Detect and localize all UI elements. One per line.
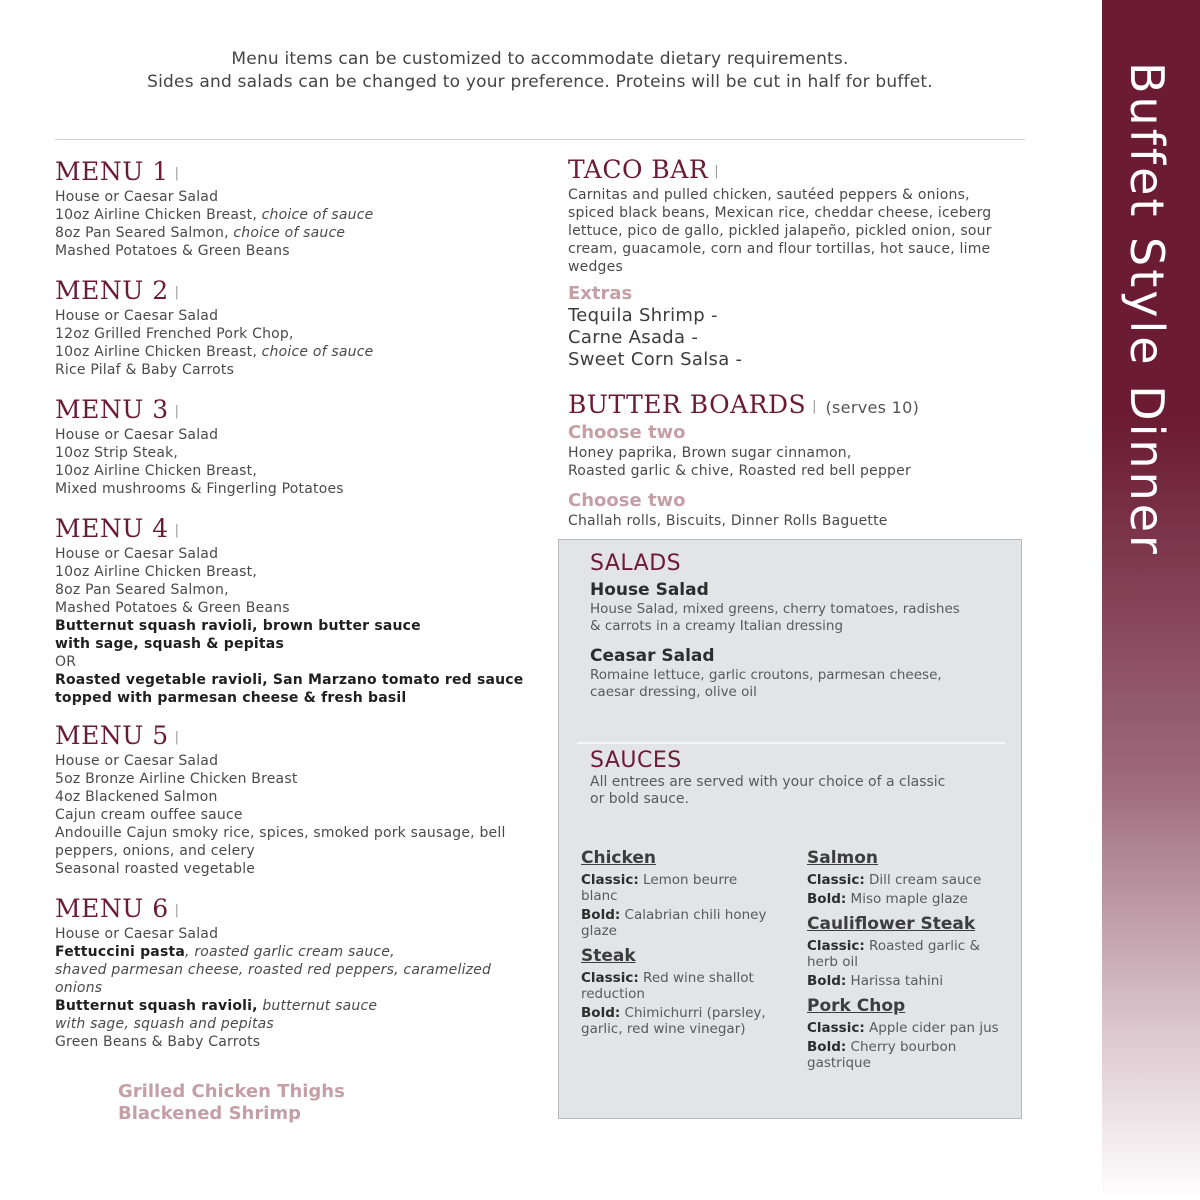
sauces-left-column <box>581 847 786 1037</box>
sauces-section <box>590 748 1000 808</box>
sauce-classic: Classic: Red wine shallot reduction <box>581 970 754 1002</box>
serves-note: (serves 10) <box>825 398 920 417</box>
menu-item: 12oz Grilled Frenched Pork Chop, <box>55 325 294 342</box>
sauce-classic: Classic: Lemon beurre blanc <box>581 872 738 904</box>
sauces-note: or bold sauce. <box>590 791 689 807</box>
salad-desc: Romaine lettuce, garlic croutons, parmesan cheese, <box>590 667 942 683</box>
page-title: Buffet Style Dinner <box>1120 62 1174 557</box>
menu-item: Mashed Potatoes & Green Beans <box>55 599 290 616</box>
menu-item: shaved parmesan cheese, roasted red peppers, caramelized <box>55 961 492 978</box>
menu-2-title: MENU 2 | <box>55 276 180 305</box>
menu-item: Butternut squash ravioli, butternut sauce <box>55 997 378 1014</box>
extras-label: Extras <box>568 282 633 304</box>
sauce-heading-steak: Steak <box>581 946 636 966</box>
menu-item: Roasted vegetable ravioli, San Marzano tomato red sauce <box>55 671 524 688</box>
extra-item: Sweet Corn Salsa - <box>568 348 743 370</box>
taco-line: cream, guacamole, corn and flour tortillas, hot sauce, lime <box>568 240 991 257</box>
menu-4-title: MENU 4 | <box>55 514 180 543</box>
menu-item: House or Caesar Salad <box>55 752 219 769</box>
menu-item: House or Caesar Salad <box>55 307 219 324</box>
add-on-item: Blackened Shrimp <box>118 1103 302 1124</box>
taco-line: spiced black beans, Mexican rice, cheddar cheese, iceberg <box>568 204 992 221</box>
add-on-item: Grilled Chicken Thighs <box>118 1081 345 1102</box>
menu-item: with sage, squash and pepitas <box>55 1015 274 1032</box>
menu-item: House or Caesar Salad <box>55 188 219 205</box>
butter-option: Honey paprika, Brown sugar cinnamon, <box>568 445 852 461</box>
menu-item: 10oz Airline Chicken Breast, choice of sauce <box>55 343 374 360</box>
extra-item: Carne Asada - <box>568 326 699 348</box>
menu-item: House or Caesar Salad <box>55 426 219 443</box>
choose-label: Choose two <box>568 422 686 443</box>
menu-1 <box>55 158 525 260</box>
sauce-classic: Classic: Apple cider pan jus <box>807 1020 999 1036</box>
taco-line: wedges <box>568 258 623 275</box>
menu-5 <box>55 722 525 878</box>
intro-note <box>70 48 1010 94</box>
menu-item: 8oz Pan Seared Salmon, <box>55 581 229 598</box>
menu-item: Fettuccini pasta, roasted garlic cream sauce, <box>55 943 395 960</box>
menu-3-title: MENU 3 | <box>55 395 180 424</box>
menu-item: Seasonal roasted vegetable <box>55 860 256 877</box>
sauce-classic: Classic: Roasted garlic & herb oil <box>807 938 980 970</box>
menu-item: 8oz Pan Seared Salmon, choice of sauce <box>55 224 346 241</box>
menu-item: House or Caesar Salad <box>55 545 219 562</box>
choose-label: Choose two <box>568 490 686 511</box>
menu-item: topped with parmesan cheese & fresh basil <box>55 689 407 706</box>
menu-item: Mixed mushrooms & Fingerling Potatoes <box>55 480 344 497</box>
sauce-bold: Bold: Cherry bourbon gastrique <box>807 1039 957 1071</box>
menu-item: with sage, squash & pepitas <box>55 635 284 652</box>
taco-line: lettuce, pico de gallo, pickled jalapeño, pickled onion, sour <box>568 222 992 239</box>
butter-boards <box>568 391 1008 530</box>
extra-item: Tequila Shrimp - <box>568 304 718 326</box>
salads-sauces-panel <box>558 539 1022 1119</box>
salads-title: SALADS <box>590 551 682 576</box>
menu-item: 5oz Bronze Airline Chicken Breast <box>55 770 298 787</box>
bread-option: Challah rolls, Biscuits, Dinner Rolls Baguette <box>568 513 888 529</box>
menu-item: House or Caesar Salad <box>55 925 219 942</box>
menu-item: 10oz Airline Chicken Breast, <box>55 462 257 479</box>
menu-item: Butternut squash ravioli, brown butter sauce <box>55 617 421 634</box>
menu-2 <box>55 277 525 379</box>
menu-3 <box>55 396 525 498</box>
salad-desc: House Salad, mixed greens, cherry tomatoes, radishes <box>590 601 960 617</box>
menu-item: Mashed Potatoes & Green Beans <box>55 242 290 259</box>
menu-item: Rice Pilaf & Baby Carrots <box>55 361 235 378</box>
sauce-heading-pork: Pork Chop <box>807 996 906 1016</box>
menu-item: 4oz Blackened Salmon <box>55 788 218 805</box>
sauce-bold: Bold: Chimichurri (parsley, garlic, red wine vinegar) <box>581 1005 766 1037</box>
sauces-note: All entrees are served with your choice of a classic <box>590 774 946 790</box>
taco-bar-title: TACO BAR | <box>568 155 720 184</box>
sauce-bold: Bold: Calabrian chili honey glaze <box>581 907 767 939</box>
menu-item: Green Beans & Baby Carrots <box>55 1033 261 1050</box>
taco-bar <box>568 156 1008 371</box>
sauce-classic: Classic: Dill cream sauce <box>807 872 982 888</box>
menu-item: 10oz Strip Steak, <box>55 444 179 461</box>
intro-line-1: Menu items can be customized to accommodate dietary requirements. <box>231 49 849 69</box>
panel-divider <box>577 742 1005 744</box>
sauce-bold: Bold: Harissa tahini <box>807 973 944 989</box>
menu-5-title: MENU 5 | <box>55 721 180 750</box>
menu-item: peppers, onions, and celery <box>55 842 255 859</box>
menu-item: 10oz Airline Chicken Breast, choice of sauce <box>55 206 374 223</box>
add-ons <box>118 1081 345 1125</box>
menu-item: Cajun cream ouffee sauce <box>55 806 243 823</box>
menu-4 <box>55 515 525 707</box>
sauce-heading-chicken: Chicken <box>581 848 656 868</box>
salads-section <box>590 551 1000 701</box>
caesar-salad-heading: Ceasar Salad <box>590 646 715 666</box>
menu-item: Andouille Cajun smoky rice, spices, smoked pork sausage, bell <box>55 824 506 841</box>
salad-desc: & carrots in a creamy Italian dressing <box>590 618 844 634</box>
sauce-heading-cauliflower: Cauliflower Steak <box>807 914 976 934</box>
taco-line: Carnitas and pulled chicken, sautéed peppers & onions, <box>568 186 970 203</box>
menu-6 <box>55 895 525 1051</box>
menu-1-title: MENU 1 | <box>55 157 180 186</box>
sauce-bold: Bold: Miso maple glaze <box>807 891 968 907</box>
menu-6-title: MENU 6 | <box>55 894 180 923</box>
house-salad-heading: House Salad <box>590 580 709 600</box>
menu-item: 10oz Airline Chicken Breast, <box>55 563 257 580</box>
intro-line-2: Sides and salads can be changed to your preference. Proteins will be cut in half for buffet. <box>147 72 933 92</box>
sauces-title: SAUCES <box>590 748 682 773</box>
sauce-heading-salmon: Salmon <box>807 848 879 868</box>
menu-item: OR <box>55 653 77 670</box>
butter-boards-title: BUTTER BOARDS | (serves 10) <box>568 390 920 419</box>
sauces-right-column <box>807 847 1019 1071</box>
salad-desc: caesar dressing, olive oil <box>590 684 757 700</box>
divider <box>55 139 1025 140</box>
menu-item: onions <box>55 979 103 996</box>
butter-option: Roasted garlic & chive, Roasted red bell pepper <box>568 463 911 479</box>
